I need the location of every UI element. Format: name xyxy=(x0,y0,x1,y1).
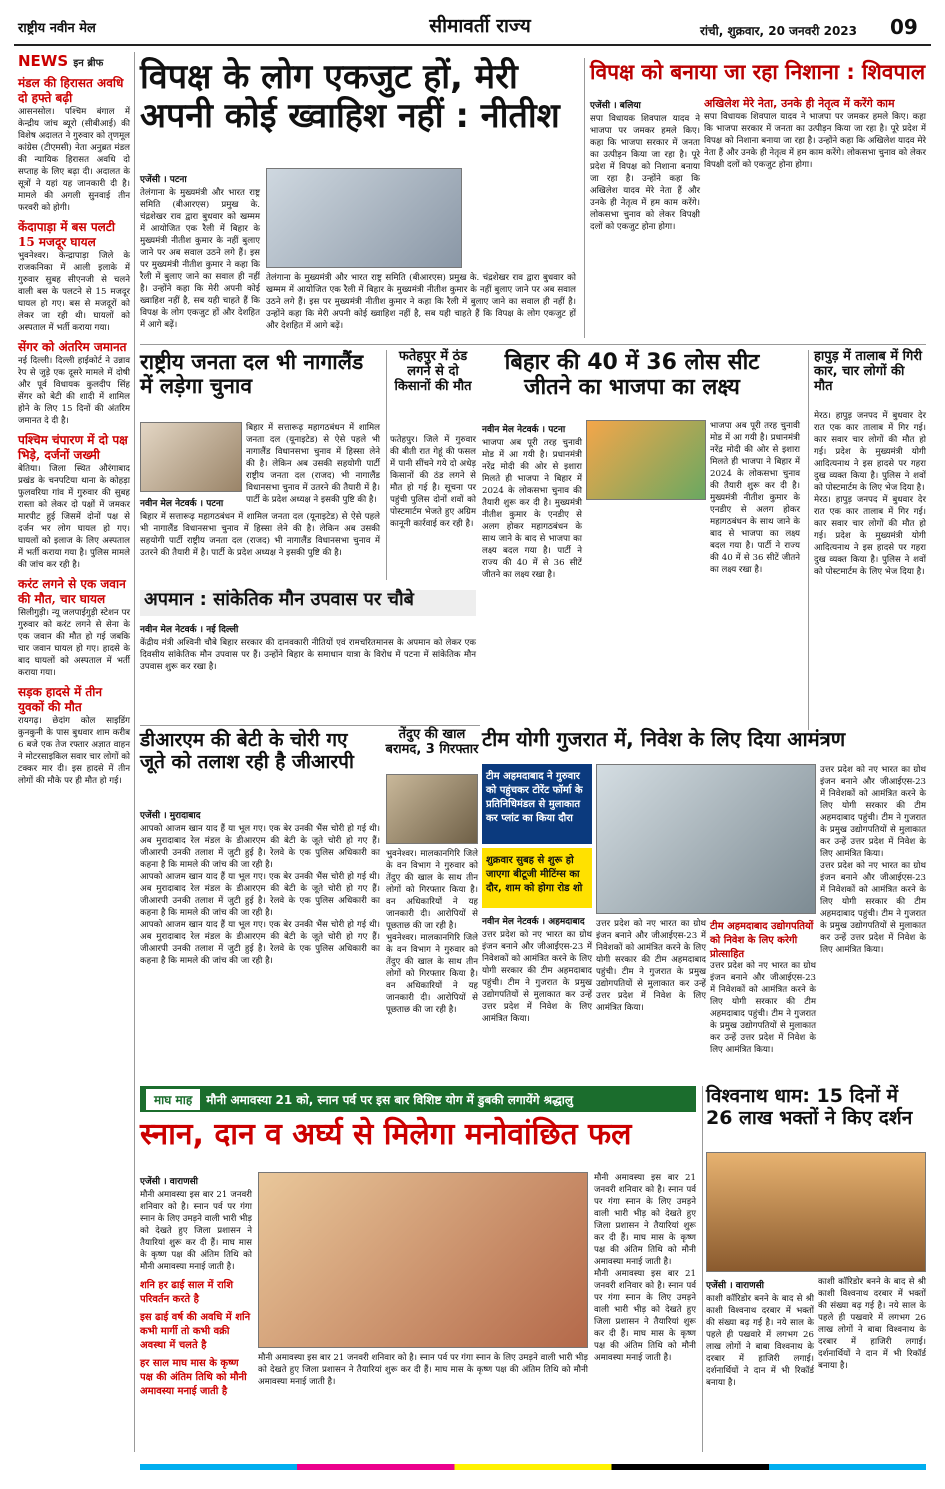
tendu-headline: तेंदुए की खाल बरामद, 3 गिरफ्तार xyxy=(385,727,479,757)
bjp-headline: बिहार की 40 में 36 लोस सीट जीतने का भाजपा का लक्ष्य xyxy=(504,350,760,401)
magh-story-right: मौनी अमावस्या इस बार 21 जनवरी शनिवार को है। स्नान पर्व पर गंगा स्नान के लिए उमड़ने वाली भारी भीड़ को देखते हुए जिला प्रशासन ने तैयारियां शुरू कर दी हैं। माघ मास के कृष्ण पक्ष की अंतिम तिथि को मौनी अमावस्या मनाई जाती है। मौनी अमावस्या इस बार 21 जनवरी शनिवार को है। स्नान पर्व पर गंगा स्नान के लिए उमड़ने वाली भारी भीड़ को देखते हुए जिला प्रशासन ने तैयारियां शुरू कर दी हैं। माघ मास के कृष्ण पक्ष की अंतिम तिथि को मौनी अमावस्या मनाई जाती है। xyxy=(594,1173,696,1363)
brief-label: NEWS इन ब्रीफ xyxy=(18,52,104,70)
hapur-story: मेरठ। हापुड़ जनपद में बुधवार देर रात एक कार तालाब में गिर गई। कार सवार चार लोगों की मौत हो गई। प्रदेश के मुख्यमंत्री योगी आदित्यनाथ ने इस हादसे पर गहरा दुख व्यक्त किया है। पुलिस ने शवों को पोस्टमार्टम के लिए भेज दिया है। मेरठ। हापुड़ जनपद में बुधवार देर रात एक कार तालाब में गिर गई। कार सवार चार लोगों की मौत हो गई। प्रदेश के मुख्यमंत्री योगी आदित्यनाथ ने इस हादसे पर गहरा दुख व्यक्त किया है। पुलिस ने शवों को पोस्टमार्टम के लिए भेज दिया है। xyxy=(814,411,926,577)
magh-story-cont: मौनी अमावस्या इस बार 21 जनवरी शनिवार को है। स्नान पर्व पर गंगा स्नान के लिए उमड़ने वाली भारी भीड़ को देखते हुए जिला प्रशासन ने तैयारियां शुरू कर दी हैं। माघ मास के कृष्ण पक्ष की अंतिम तिथि को मौनी अमावस्या मनाई जाती है। xyxy=(258,1353,588,1387)
shivpal-story: एजेंसी । बलिया सपा विधायक शिवपाल यादव ने भाजपा पर जमकर हमले किए। कहा कि भाजपा सरकार में जनता का उत्पीड़न किया जा रहा है। पूरे प्रदेश में विपक्ष को निशाना बनाया जा रहा है। उन्होंने कहा कि अखिलेश यादव मेरे नेता हैं और उनके ही नेतृत्व में हम काम करेंगे। लोकसभा चुनाव को लेकर विपक्षी दलों को एकजुट होना होगा। xyxy=(590,101,700,232)
yogi-box-2: शुक्रवार सुबह से शुरू हो जाएगा बीटूजी मीटिंग्स का दौर, शाम को होगा रोड शो xyxy=(482,848,592,908)
shivpal-story-right: अखिलेश मेरे नेता, उनके ही नेतृत्व में करेंगे काम सपा विधायक शिवपाल यादव ने भाजपा पर जमकर हमले किए। कहा कि भाजपा सरकार में जनता का उत्पीड़न किया जा रहा है। पूरे प्रदेश में विपक्ष को निशाना बनाया जा रहा है। उन्होंने कहा कि अखिलेश यादव मेरे नेता हैं और उनके ही नेतृत्व में हम काम करेंगे। लोकसभा चुनाव को लेकर विपक्षी दलों को एकजुट होना होगा। xyxy=(704,97,926,170)
yogi-box-1: टीम अहमदाबाद ने गुरुवार को पहुंचकर टोरेंट फॉर्मा के प्रतिनिधिमंडल से मुलाकात कर प्लांट का किया दौरा xyxy=(482,764,592,844)
shivpal-headline: विपक्ष को बनाया जा रहा निशाना : शिवपाल xyxy=(590,60,926,84)
magh-strap: माघ माह मौनी अमावस्या 21 को, स्नान पर्व पर इस बार विशिष्ट योग में डुबकी लगायेंगे श्रद्धालु xyxy=(140,1086,696,1112)
cold-headline: फतेहपुर में ठंड लगने से दो किसानों की मौत xyxy=(394,349,472,394)
yogi-story: नवीन मेल नेटवर्क । अहमदाबाद उत्तर प्रदेश को नए भारत का ग्रोथ इंजन बनाने और जीआईएस-23 में निवेशकों को आमंत्रित करने के लिए योगी सरकार की टीम अहमदाबाद पहुंची। टीम ने गुजरात के प्रमुख उद्योगपतियों से मुलाकात कर उन्हें उत्तर प्रदेश में निवेश के लिए आमंत्रित किया। xyxy=(482,917,592,1024)
hapur-headline: हापुड़ में तालाब में गिरी कार, चार लोगों की मौत xyxy=(814,349,923,394)
rjd-headline: राष्ट्रीय जनता दल भी नागालैंड में लड़ेगा चुनाव xyxy=(140,350,364,399)
newspaper-logo: राष्ट्रीय नवीन मेल xyxy=(18,21,96,36)
bjp-story-right: भाजपा अब पूरी तरह चुनावी मोड में आ गयी है। प्रधानमंत्री नरेंद्र मोदी की ओर से इशारा मिलते ही भाजपा ने बिहार में 2024 के लोकसभा चुनाव की तैयारी शुरू कर दी है। मुख्यमंत्री नीतीश कुमार के एनडीए से अलग होकर महागठबंधन के साथ जाने के बाद से भाजपा का लक्ष्य बदल गया है। पार्टी ने राज्य की 40 में से 36 सीटें जीतने का लक्ष्य रखा है। xyxy=(710,421,800,575)
rjd-story-right: बिहार में सत्तारूढ़ महागठबंधन में शामिल जनता दल (यूनाइटेड) से ऐसे पहले भी नागालैंड विधानसभा चुनाव में हिस्सा लेने की है। लेकिन अब उसकी सहयोगी पार्टी राष्ट्रीय जनता दल (राजद) भी नागालैंड विधानसभा चुनाव में उतरने की तैयारी में है। पार्टी के प्रदेश अध्यक्ष ने इसकी पुष्टि की है। xyxy=(246,423,380,505)
news-brief-column xyxy=(18,52,130,1452)
lead-story: एजेंसी । पटना तेलंगाना के मुख्यमंत्री और भारत राष्ट्र समिति (बीआरएस) प्रमुख के. चंद्रशेखर राव द्वारा बुधवार को खम्मम में आयोजित एक रैली में बिहार के मुख्यमंत्री नीतीश कुमार के नहीं बुलाए जाने पर अब सवाल उठने लगे हैं। इस पर मुख्यमंत्री नीतीश कुमार ने कहा कि रैली में बुलाए जाने का सवाल ही नहीं है। उन्होंने कहा कि मेरी अपनी कोई ख्वाहिश नहीं है, सब यही चाहते हैं कि विपक्ष के लोग एकजुट हों और देशहित में आगे बढ़ें। xyxy=(140,175,260,330)
rjd-story: नवीन मेल नेटवर्क । पटना बिहार में सत्तारूढ़ महागठबंधन में शामिल जनता दल (यूनाइटेड) से ऐसे पहले भी नागालैंड विधानसभा चुनाव में हिस्सा लेने की है। लेकिन अब उसकी सहयोगी पार्टी राष्ट्रीय जनता दल (राजद) भी नागालैंड विधानसभा चुनाव में उतरने की तैयारी में है। पार्टी के प्रदेश अध्यक्ष ने इसकी पुष्टि की है। xyxy=(140,499,380,558)
yogi-story-right: टीम अहमदाबाद उद्योगपतियों को निवेश के लिए करेगी प्रोत्साहित उत्तर प्रदेश को नए भारत का ग्रोथ इंजन बनाने और जीआईएस-23 में निवेशकों को आमंत्रित करने के लिए योगी सरकार की टीम अहमदाबाद पहुंची। टीम ने गुजरात के प्रमुख उद्योगपतियों से मुलाकात कर उन्हें उत्तर प्रदेश में निवेश के लिए आमंत्रित किया। xyxy=(710,921,816,1055)
magh-headline: स्नान, दान व अर्घ्य से मिलेगा मनोवांछित फल xyxy=(140,1117,632,1152)
header-rule xyxy=(14,44,931,46)
tendu-photo xyxy=(386,774,478,844)
protest-headline: अपमान : सांकेतिक मौन उपवास पर चौबे xyxy=(140,590,476,616)
cold-story: फतेहपुर। जिले में गुरुवार की बीती रात गेहूं की फसल में पानी सींचने गये दो अधेड़ किसानों की ठंड लगने से मौत हो गई है। सूचना पर पहुंची पुलिस दोनों शवों को पोस्टमार्टम भेजते हुए अग्रिम कानूनी कार्रवाई कर रही है। xyxy=(390,435,476,529)
section-title: सीमावर्ती राज्य xyxy=(429,15,531,37)
protest-story: नवीन मेल नेटवर्क । नई दिल्ली केंद्रीय मंत्री अश्विनी चौबे बिहार सरकार की दानवकारी नीतियों एवं रामचरितमानस के अपमान को लेकर एक दिवसीय सांकेतिक मौन उपवास पर हैं। उन्होंने बिहार के समाधान यात्रा के विरोध में पटना में सांकेतिक मौन उपवास शुरू कर रखा है। xyxy=(140,625,476,672)
bjp-story: नवीन मेल नेटवर्क । पटना भाजपा अब पूरी तरह चुनावी मोड में आ गयी है। प्रधानमंत्री नरेंद्र मोदी की ओर से इशारा मिलते ही भाजपा ने बिहार में 2024 के लोकसभा चुनाव की तैयारी शुरू कर दी है। मुख्यमंत्री नीतीश कुमार के एनडीए से अलग होकर महागठबंधन के साथ जाने के बाद से भाजपा का लक्ष्य बदल गया है। पार्टी ने राज्य की 40 में से 36 सीटें जीतने का लक्ष्य रखा है। xyxy=(482,425,582,580)
lead-story-cont: तेलंगाना के मुख्यमंत्री और भारत राष्ट्र समिति (बीआरएस) प्रमुख के. चंद्रशेखर राव द्वारा बुधवार को खम्मम में आयोजित एक रैली में बिहार के मुख्यमंत्री नीतीश कुमार के नहीं बुलाए जाने पर अब सवाल उठने लगे हैं। इस पर मुख्यमंत्री नीतीश कुमार ने कहा कि रैली में बुलाए जाने का सवाल ही नहीं है। उन्होंने कहा कि मेरी अपनी कोई ख्वाहिश नहीं है, सब यही चाहते हैं कि विपक्ष के लोग एकजुट हों और देशहित में आगे बढ़ें। xyxy=(266,273,576,331)
kashi-headline: विश्वनाथ धाम: 15 दिनों में 26 लाख भक्तों ने किए दर्शन xyxy=(706,1085,913,1129)
tejashwi-photo xyxy=(140,422,242,492)
nitish-photo xyxy=(266,168,462,268)
kashi-story: एजेंसी । वाराणसी काशी कॉरिडोर बनने के बाद से श्री काशी विश्वनाथ दरबार में भक्तों की संख्या बढ़ गई है। नये साल के पहले ही पखवारे में लगभग 26 लाख लोगों ने बाबा विश्वनाथ के दरबार में हाजिरी लगाई। दर्शनार्थियों ने दान में भी रिकॉर्ड बनाया है। xyxy=(706,1281,814,1388)
brief-item: सड़क हादसे में तीन युवकों की मौत रायगढ़। छेदांग कोल साइडिंग कुनकुनी के पास बुधवार शाम करीब 6 बजे एक तेज रफ्तार अज्ञात वाहन ने मोटरसाइकिल सवार चार लोगों को टक्कर मार दी। इस हादसे में तीन लोगों की मौके पर ही मौत हो गई। xyxy=(18,685,131,786)
kashi-temple-photo xyxy=(706,1152,926,1272)
brief-item: करंट लगने से एक जवान की मौत, चार घायल सिलीगुड़ी। न्यू जलपाईगुड़ी स्टेशन पर गुरुवार को करंट लगने से सेना के एक जवान की मौत हो गई जबकि चार जवान घायल हो गए। हादसे के बाद घायलों को अस्पताल में भर्ती कराया गया। xyxy=(18,577,130,678)
brief-item: सेंगर को अंतरिम जमानत नई दिल्ली। दिल्ली हाईकोर्ट ने उन्नाव रेप से जुड़े एक दूसरे मामले में दोषी और पूर्व विधायक कुलदीप सिंह सेंगर को बेटी की शादी में शामिल होने के लिए 15 दिनों की अंतरिम जमानत दे दी है। xyxy=(18,340,130,426)
tendu-story: भुवनेश्वर। मालकानगिरि जिले के वन विभाग ने गुरुवार को तेंदुए की खाल के साथ तीन लोगों को गिरफ्तार किया है। वन अधिकारियों ने यह जानकारी दी। आरोपियों से पूछताछ की जा रही है। भुवनेश्वर। मालकानगिरि जिले के वन विभाग ने गुरुवार को तेंदुए की खाल के साथ तीन लोगों को गिरफ्तार किया है। वन अधिकारियों ने यह जानकारी दी। आरोपियों से पूछताछ की जा रही है। xyxy=(386,849,478,1015)
yogi-story-far: उत्तर प्रदेश को नए भारत का ग्रोथ इंजन बनाने और जीआईएस-23 में निवेशकों को आमंत्रित करने के लिए योगी सरकार की टीम अहमदाबाद पहुंची। टीम ने गुजरात के प्रमुख उद्योगपतियों से मुलाकात कर उन्हें उत्तर प्रदेश में निवेश के लिए आमंत्रित किया। उत्तर प्रदेश को नए भारत का ग्रोथ इंजन बनाने और जीआईएस-23 में निवेशकों को आमंत्रित करने के लिए योगी सरकार की टीम अहमदाबाद पहुंची। टीम ने गुजरात के प्रमुख उद्योगपतियों से मुलाकात कर उन्हें उत्तर प्रदेश में निवेश के लिए आमंत्रित किया। xyxy=(820,765,926,955)
dateline: रांची, शुक्रवार, 20 जनवरी 2023 xyxy=(700,24,857,38)
yogi-story-mid: उत्तर प्रदेश को नए भारत का ग्रोथ इंजन बनाने और जीआईएस-23 में निवेशकों को आमंत्रित करने के लिए योगी सरकार की टीम अहमदाबाद पहुंची। टीम ने गुजरात के प्रमुख उद्योगपतियों से मुलाकात कर उन्हें उत्तर प्रदेश में निवेश के लिए आमंत्रित किया। xyxy=(596,919,706,1013)
brief-item: मंडल की हिरासत अवधि दो हफ्ते बढ़ी आसनसोल। पश्चिम बंगाल में केन्द्रीय जांच ब्यूरो (सीबीआई) की विशेष अदालत ने गुरुवार को तृणमूल कांग्रेस (टीएमसी) नेता अनुब्रत मंडल की न्यायिक हिरासत अवधि दो सप्ताह के लिए बढ़ा दी। अदालत के सूत्रों ने यहां यह जानकारी दी है। मामले की अगली सुनवाई तीन फरवरी को होगी। xyxy=(18,76,130,213)
ganga-crowd-photo xyxy=(258,1172,588,1348)
kashi-story-right: काशी कॉरिडोर बनने के बाद से श्री काशी विश्वनाथ दरबार में भक्तों की संख्या बढ़ गई है। नये साल के पहले ही पखवारे में लगभग 26 लाख लोगों ने बाबा विश्वनाथ के दरबार में हाजिरी लगाई। दर्शनार्थियों ने दान में भी रिकॉर्ड बनाया है। xyxy=(818,1277,926,1371)
drm-headline: डीआरएम की बेटी के चोरी गए जूते को तलाश रही है जीआरपी xyxy=(140,729,354,773)
yogi-headline: टीम योगी गुजरात में, निवेश के लिए दिया आमंत्रण xyxy=(482,727,846,751)
page-number: 09 xyxy=(890,15,918,39)
lead-headline: विपक्ष के लोग एकजुट हों, मेरी अपनी कोई ख्वाहिश नहीं : नीतीश xyxy=(140,57,560,137)
brief-item: केंदापाड़ा में बस पलटी 15 मजदूर घायल भुवनेश्वर। केन्द्रापाड़ा जिले के राजकनिका में आली इलाके में गुरुवार सुबह सीएनजी से चलने वाली बस के पलटने से 15 मजदूर घायल हो गए। बस से मजदूरों को लेकर जा रही थी। घायलों को अस्पताल में भर्ती कराया गया। xyxy=(18,220,130,333)
bjp-photo xyxy=(586,420,706,500)
yogi-meeting-photo xyxy=(596,764,816,914)
magh-story: एजेंसी । वाराणसी मौनी अमावस्या इस बार 21 जनवरी शनिवार को है। स्नान पर्व पर गंगा स्नान के लिए उमड़ने वाली भारी भीड़ को देखते हुए जिला प्रशासन ने तैयारियां शुरू कर दी हैं। माघ मास के कृष्ण पक्ष की अंतिम तिथि को मौनी अमावस्या मनाई जाती है। शनि हर ढाई साल में राशि परिवर्तन करते है इस ढाई वर्ष की अवधि में शनि कभी मार्गी तो कभी वक्री अवस्था में चलते है हर साल माघ मास के कृष्ण पक्ष की अंतिम तिथि को मौनी अमावस्या मनाई जाती है xyxy=(140,1177,252,1397)
brief-item: पश्चिम चंपारण में दो पक्ष भिड़े, दर्जनों जख्मी बेतिया। जिला स्थित औरंगाबाद प्रखंड के चनपटिया थाना के कोहड़ा फुलवरिया गांव में गुरुवार की सुबह रास्ता को लेकर दो पक्षों में जमकर मारपीट हुई जिसमें दोनों पक्ष से दर्जन भर लोग घायल हो गए। घायलों को इलाज के लिए अस्पताल में भर्ती कराया गया है। पुलिस मामले की जांच कर रही है। xyxy=(18,433,130,570)
magh-tag: माघ माह xyxy=(146,1089,200,1110)
color-registration-bar xyxy=(140,1464,926,1470)
drm-story: एजेंसी । मुरादाबाद आपको आजम खान याद हैं या भूल गए। एक बेर उनकी भैंस चोरी हो गई थी। अब मुरादाबाद रेल मंडल के डीआरएम की बेटी के जूते चोरी हो गए हैं। जीआरपी उनकी तलाश में जुटी हुई है। रेलवे के एक पुलिस अधिकारी का कहना है कि मामले की जांच की जा रही है। आपको आजम खान याद हैं या भूल गए। एक बेर उनकी भैंस चोरी हो गई थी। अब मुरादाबाद रेल मंडल के डीआरएम की बेटी के जूते चोरी हो गए हैं। जीआरपी उनकी तलाश में जुटी हुई है। रेलवे के एक पुलिस अधिकारी का कहना है कि मामले की जांच की जा रही है। आपको आजम खान याद हैं या भूल गए। एक बेर उनकी भैंस चोरी हो गई थी। अब मुरादाबाद रेल मंडल के डीआरएम की बेटी के जूते चोरी हो गए हैं। जीआरपी उनकी तलाश में जुटी हुई है। रेलवे के एक पुलिस अधिकारी का कहना है कि मामले की जांच की जा रही है। xyxy=(140,811,380,966)
